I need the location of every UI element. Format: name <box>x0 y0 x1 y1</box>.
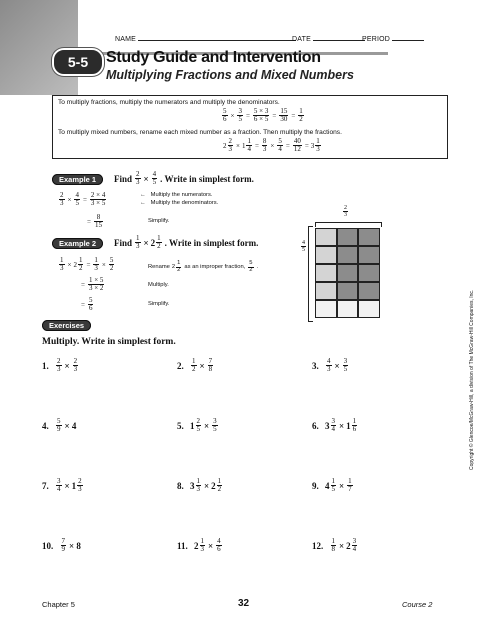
example-1-step-1: 2 3 × 4 5 = 2 × 4 3 × 5 <box>60 191 106 207</box>
example-1-tail: . Write in simplest form. <box>160 173 254 184</box>
exercise-11: 11. 2 1 3 × 4 6 <box>177 537 221 553</box>
exercise-7: 7. 3 4 × 1 2 3 <box>42 477 82 493</box>
area-model-bracket-top <box>315 222 382 227</box>
exercise-9: 9. 4 1 5 × 1 7 <box>312 477 352 493</box>
exercise-3: 3. 4 3 × 3 5 <box>312 357 348 373</box>
area-model-cell <box>315 264 337 282</box>
area-model-cell <box>337 228 359 246</box>
example-2-step-1: 1 3 × 2 1 2 = 1 3 × 5 2 <box>60 256 114 272</box>
exercise-12: 12. 1 8 × 2 3 4 <box>312 537 357 553</box>
example-2-step-3: = 5 6 <box>81 296 93 312</box>
exercise-8: 8. 3 1 3 × 2 1 2 <box>177 477 222 493</box>
arrow-icon: ← <box>140 192 146 198</box>
page-title: Study Guide and Intervention <box>106 49 321 66</box>
example-2-find: Find <box>114 237 133 248</box>
area-model-cell <box>358 300 380 318</box>
lesson-badge <box>52 48 104 76</box>
example-2-note-1: Rename 2 1 2 as an improper fraction, 5 2 . <box>148 260 259 273</box>
area-model-cell <box>358 246 380 264</box>
example-2-step-2: = 1 × 5 3 × 2 <box>81 276 104 292</box>
name-label: NAME <box>115 36 137 43</box>
area-model-cell <box>358 282 380 300</box>
lesson-number: 5-5 <box>67 54 89 70</box>
area-model-cell <box>315 282 337 300</box>
page-subtitle: Multiplying Fractions and Mixed Numbers <box>106 68 354 82</box>
example-2-tail: . Write in simplest form. <box>164 237 259 248</box>
area-model-cell <box>358 264 380 282</box>
footer-course: Course 2 <box>402 600 433 609</box>
period-field[interactable] <box>362 36 424 43</box>
exercise-6: 6. 3 3 4 × 1 1 6 <box>312 417 357 433</box>
exercises-badge: Exercises <box>42 320 91 331</box>
date-field[interactable] <box>292 36 365 43</box>
footer-chapter: Chapter 5 <box>42 600 75 609</box>
area-model-cell <box>315 300 337 318</box>
example-2-note-2: Multiply. <box>148 282 169 288</box>
rule-line-2: To multiply mixed numbers, rename each mixed number as a fraction. Then multiply the fractions. <box>58 129 342 136</box>
example-1-prompt: Find 2 3 × 4 5 . Write in simplest form. <box>114 170 254 186</box>
exercise-4: 4. 5 9 × 4 <box>42 417 77 433</box>
name-field[interactable] <box>115 36 296 43</box>
area-model-cell <box>337 264 359 282</box>
example-2-note-3: Simplify. <box>148 301 170 307</box>
example-2-badge: Example 2 <box>52 238 103 249</box>
area-model-cell <box>315 228 337 246</box>
exercise-2: 2. 1 2 × 7 8 <box>177 357 213 373</box>
exercise-1: 1. 2 3 × 2 3 <box>42 357 78 373</box>
area-model-grid <box>315 228 380 318</box>
area-model-bracket-left <box>308 226 313 322</box>
example-1-find: Find <box>114 173 133 184</box>
copyright-text: Copyright © Glencoe/McGraw-Hill, a division of The McGraw-Hill Companies, Inc. <box>469 289 475 470</box>
area-model-cell <box>337 300 359 318</box>
arrow-icon: ← <box>140 200 146 206</box>
exercises-instruction: Multiply. Write in simplest form. <box>42 337 176 347</box>
rule-box <box>52 95 448 159</box>
date-label: DATE <box>292 36 311 43</box>
example-1-note-2: ← Multiply the denominators. <box>140 200 219 206</box>
rule-example-mixed: 2 2 3 × 1 1 4 = 8 3 × 5 4 = 40 12 = 3 1 3 <box>223 137 320 153</box>
rule-example-fractions: 5 6 × 3 5 = 5 × 3 6 × 5 = 15 30 = 1 2 <box>223 107 303 123</box>
area-model-cell <box>315 246 337 264</box>
example-2-prompt: Find 1 3 × 2 1 2 . Write in simplest form. <box>114 234 259 250</box>
example-1-note-1: ← Multiply the numerators. <box>140 192 213 198</box>
page-number: 32 <box>238 598 250 609</box>
area-model-cell <box>337 282 359 300</box>
period-label: PERIOD <box>362 36 391 43</box>
exercise-5: 5. 1 2 5 × 3 5 <box>177 417 217 433</box>
example-1-badge: Example 1 <box>52 174 103 185</box>
example-1-note-3: Simplify. <box>148 218 170 224</box>
example-1-step-2: = 8 15 <box>87 213 102 229</box>
area-model-cell <box>337 246 359 264</box>
rule-line-1: To multiply fractions, multiply the numerators and multiply the denominators. <box>58 99 280 106</box>
area-model-side-label: $\frac{4}{5}$ <box>302 240 305 253</box>
area-model-cell <box>358 228 380 246</box>
area-model-top-label: $\frac{2}{3}$ <box>344 205 347 218</box>
exercise-10: 10. 7 9 × 8 <box>42 537 81 553</box>
